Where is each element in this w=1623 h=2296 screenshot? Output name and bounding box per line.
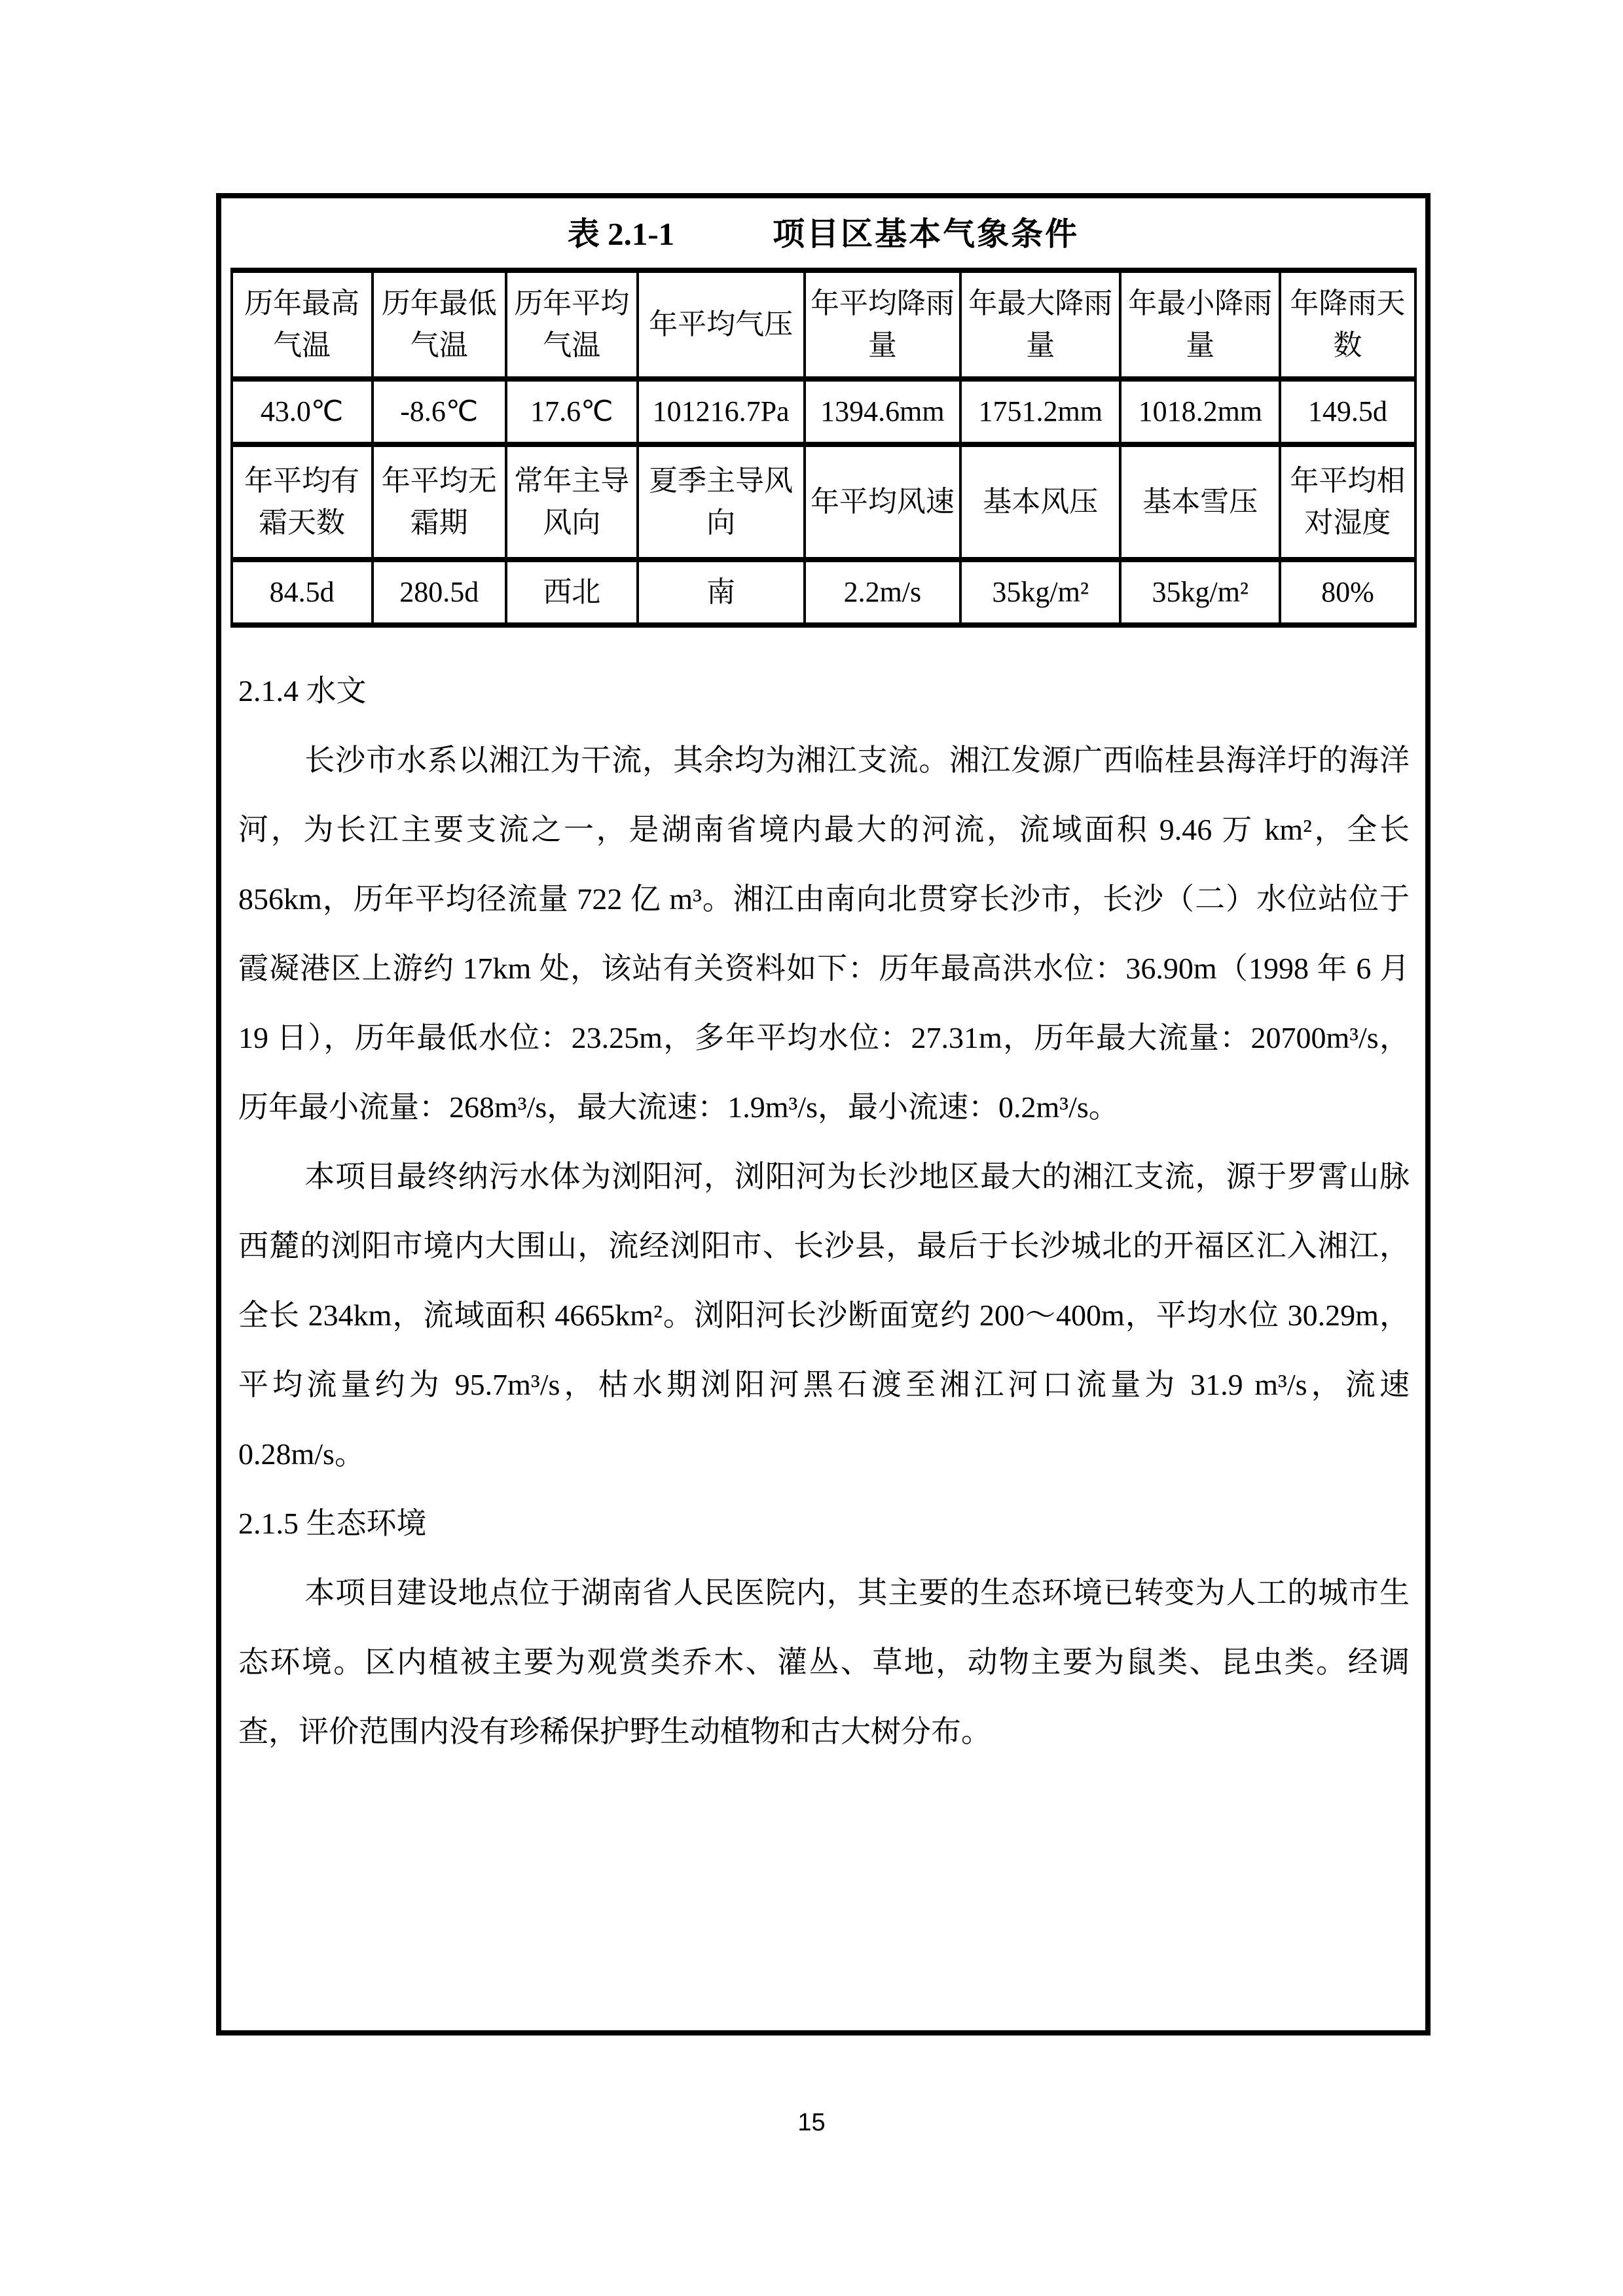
table-cell: 1394.6mm	[805, 379, 961, 444]
table-cell: 17.6℃	[506, 379, 638, 444]
table-cell: 年最大降雨量	[960, 270, 1120, 379]
table-cell: 43.0℃	[232, 379, 373, 444]
table-cell: 历年平均气温	[506, 270, 638, 379]
page-border	[216, 193, 1431, 2036]
table-cell: -8.6℃	[373, 379, 506, 444]
table-cell: 历年最高气温	[232, 270, 373, 379]
table-cell: 基本风压	[960, 444, 1120, 560]
body-paragraph: 长沙市水系以湘江为干流，其余均为湘江支流。湘江发源广西临桂县海洋圩的海洋河，为长江主要支流之一，是湖南省境内最大的河流，流域面积 9.46 万 km²，全长 856km，历年平均径流量 722 亿 m³。湘江由南向北贯穿长沙市，长沙（二）水位站位于霞凝港区上游约 17km 处，该站有关资料如下：历年最高洪水位：36.90m（1998 年 6 月 19 日），历年最低水位：23.25m，多年平均水位：27.31m，历年最大流量：20700m³/s，历年最小流量：268m³/s，最大流速：1.9m³/s，最小流速：0.2m³/s。	[238, 744, 1410, 1124]
table-caption-title: 项目区基本气象条件	[773, 217, 1080, 252]
table-cell: 101216.7Pa	[638, 379, 805, 444]
table-cell: 35kg/m²	[1120, 560, 1280, 625]
table-cell: 80%	[1280, 560, 1415, 625]
table-cell: 280.5d	[373, 560, 506, 625]
table-cell: 历年最低气温	[373, 270, 506, 379]
table-caption	[221, 198, 1425, 264]
table-cell: 1751.2mm	[960, 379, 1120, 444]
table-cell: 年平均无霜期	[373, 444, 506, 560]
table-cell: 夏季主导风向	[638, 444, 805, 560]
table-cell: 149.5d	[1280, 379, 1415, 444]
table-cell: 年最小降雨量	[1120, 270, 1280, 379]
document-body	[238, 656, 1410, 1767]
body-paragraph: 本项目建设地点位于湖南省人民医院内，其主要的生态环境已转变为人工的城市生态环境。区内植被主要为观赏类乔木、灌丛、草地，动物主要为鼠类、昆虫类。经调查，评价范围内没有珍稀保护野生动植物和古大树分布。	[238, 1576, 1410, 1748]
section-heading-hydrology: 2.1.4 水文	[238, 674, 367, 708]
table-cell: 年平均有霜天数	[232, 444, 373, 560]
table-cell: 西北	[506, 560, 638, 625]
table-cell: 年降雨天数	[1280, 270, 1415, 379]
table-cell: 2.2m/s	[805, 560, 961, 625]
table-cell: 年平均相对湿度	[1280, 444, 1415, 560]
table-cell: 南	[638, 560, 805, 625]
weather-conditions-table	[230, 268, 1417, 628]
table-header-row	[232, 444, 1415, 560]
table-cell: 常年主导风向	[506, 444, 638, 560]
table-cell: 84.5d	[232, 560, 373, 625]
table-header-row	[232, 270, 1415, 379]
table-cell: 基本雪压	[1120, 444, 1280, 560]
table-cell: 年平均气压	[638, 270, 805, 379]
section-heading-ecology: 2.1.5 生态环境	[238, 1507, 427, 1540]
table-cell: 年平均风速	[805, 444, 961, 560]
table-caption-label: 表 2.1-1	[567, 216, 675, 252]
body-paragraph: 本项目最终纳污水体为浏阳河，浏阳河为长沙地区最大的湘江支流，源于罗霄山脉西麓的浏阳市境内大围山，流经浏阳市、长沙县，最后于长沙城北的开福区汇入湘江，全长 234km，流域面积 4665km²。浏阳河长沙断面宽约 200～400m，平均水位 30.29m，平均流量约为 95.7m³/s，枯水期浏阳河黑石渡至湘江河口流量为 31.9 m³/s，流速 0.28m/s。	[238, 1160, 1410, 1471]
table-cell: 35kg/m²	[960, 560, 1120, 625]
table-cell: 年平均降雨量	[805, 270, 961, 379]
table-data-row	[232, 560, 1415, 625]
table-data-row	[232, 379, 1415, 444]
page-number: 15	[797, 2109, 826, 2136]
table-cell: 1018.2mm	[1120, 379, 1280, 444]
